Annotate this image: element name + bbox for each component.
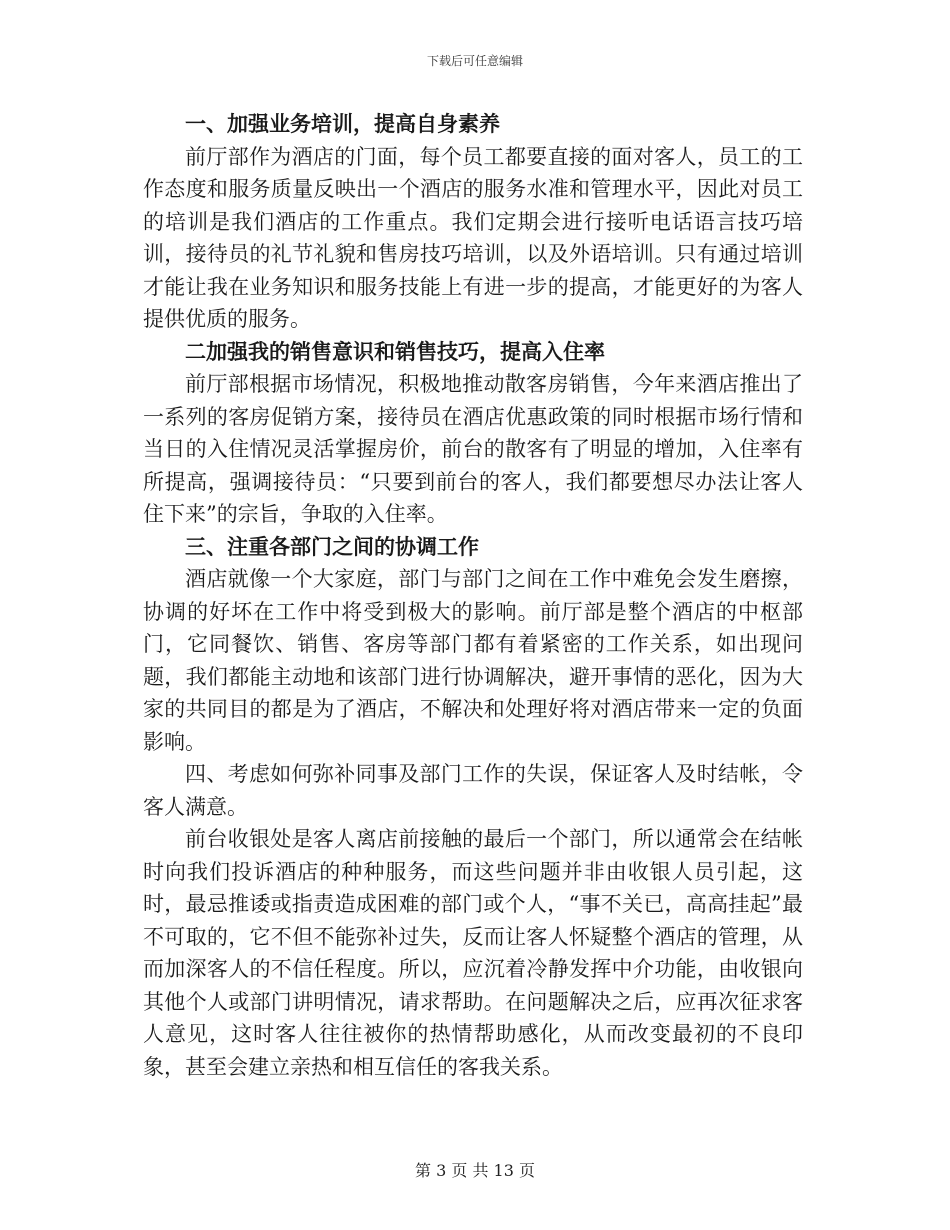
section-1-paragraph: 前厅部作为酒店的门面，每个员工都要直接的面对客人，员工的工作态度和服务质量反映出一个酒店的服务水准和管理水平，因此对员工的培训是我们酒店的工作重点。我们定期会进行接听电话语言技巧培训，接待员的礼节礼貌和售房技巧培训，以及外语培训。只有通过培训才能让我在业务知识和服务技能上有进一步的提高，才能更好的为客人提供优质的服务。 (143, 144, 803, 331)
page-header-note: 下载后可任意编辑 (426, 54, 523, 68)
section-2-paragraph: 前厅部根据市场情况，积极地推动散客房销售，今年来酒店推出了一系列的客房促销方案，接待员在酒店优惠政策的同时根据市场行情和当日的入住情况灵活掌握房价，前台的散客有了明显的增加，入住率有所提高，强调接待员：“只要到前台的客人，我们都要想尽办法让客人住下来”的宗旨，争取的入住率。 (143, 372, 803, 526)
section-3-heading: 三、注重各部门之间的协调工作 (185, 533, 479, 559)
section-1-heading: 一、加强业务培训，提高自身素养 (185, 111, 500, 136)
page-number-footer: 第 3 页 共 13 页 (415, 1161, 535, 1180)
section-4-paragraph: 前台收银处是客人离店前接触的最后一个部门，所以通常会在结帐时向我们投诉酒店的种种服务，而这些问题并非由收银人员引起，这时，最忌推诿或指责造成困难的部门或个人，“事不关已，高高挂起”最不可取的，它不但不能弥补过失，反而让客人怀疑整个酒店的管理，从而加深客人的不信任程度。所以，应沉着冷静发挥中介功能，由收银向其他个人或部门讲明情况，请求帮助。在问题解决之后，应再次征求客人意见，这时客人往往被你的热情帮助感化，从而改变最初的不良印象，甚至会建立亲热和相互信任的客我关系。 (143, 827, 803, 1079)
section-2-heading: 二加强我的销售意识和销售技巧，提高入住率 (185, 338, 605, 364)
section-4-heading: 四、考虑如何弥补同事及部门工作的失误，保证客人及时结帐，令客人满意。 (143, 762, 803, 819)
section-3-paragraph: 酒店就像一个大家庭，部门与部门之间在工作中难免会发生磨擦，协调的好坏在工作中将受到极大的影响。前厅部是整个酒店的中枢部门，它同餐饮、销售、客房等部门都有着紧密的工作关系，如出现问题，我们都能主动地和该部门进行协调解决，避开事情的恶化，因为大家的共同目的都是为了酒店，不解决和处理好将对酒店带来一定的负面影响。 (143, 567, 803, 754)
document-body (143, 108, 803, 1083)
